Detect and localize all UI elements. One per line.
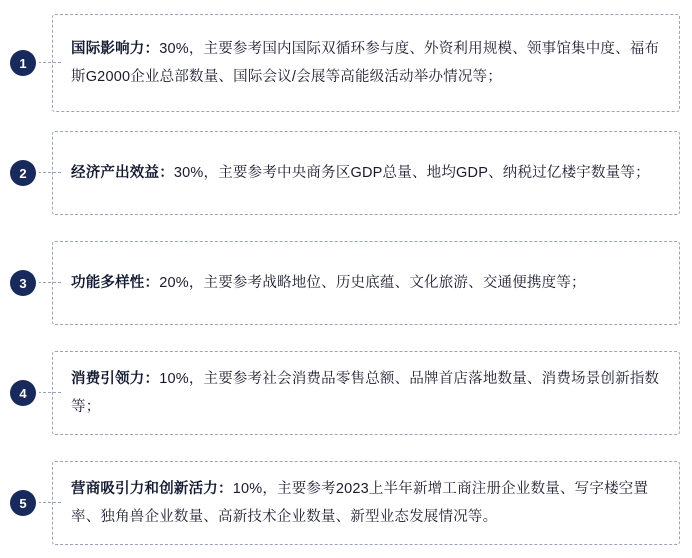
criteria-text-1 bbox=[71, 35, 663, 91]
criteria-card-4 bbox=[52, 351, 680, 435]
criteria-text-5 bbox=[71, 475, 663, 531]
criteria-body-5: 10%，主要参考2023上半年新增工商注册企业数量、写字楼空置率、独角兽企业数量、高新技术企业数量、新型业态发展情况等。 bbox=[71, 481, 649, 525]
step-badge-5: 5 bbox=[10, 490, 36, 516]
badge-column-2 bbox=[0, 160, 46, 186]
badge-column-1 bbox=[0, 50, 46, 76]
criteria-card-5 bbox=[52, 461, 680, 545]
criteria-text-4 bbox=[71, 365, 663, 421]
criteria-text-2 bbox=[71, 159, 650, 187]
criteria-card-3 bbox=[52, 241, 680, 325]
badge-column-3 bbox=[0, 270, 46, 296]
criteria-body-2: 30%，主要参考中央商务区GDP总量、地均GDP、纳税过亿楼宇数量等； bbox=[173, 165, 650, 181]
criteria-title-3: 功能多样性： bbox=[71, 275, 160, 291]
badge-column-4 bbox=[0, 380, 46, 406]
badge-column-5 bbox=[0, 490, 46, 516]
criteria-text-3 bbox=[71, 269, 586, 297]
step-badge-3: 3 bbox=[10, 270, 36, 296]
criteria-body-4: 10%，主要参考社会消费品零售总额、品牌首店落地数量、消费场景创新指数等； bbox=[71, 371, 660, 415]
criteria-body-3: 20%，主要参考战略地位、历史底蕴、文化旅游、交通便携度等； bbox=[159, 275, 586, 291]
criteria-title-1: 国际影响力： bbox=[71, 41, 160, 57]
criteria-card-1 bbox=[52, 14, 680, 112]
criteria-row-3 bbox=[0, 228, 680, 338]
criteria-title-2: 经济产出效益： bbox=[71, 165, 174, 181]
criteria-row-5 bbox=[0, 448, 680, 558]
criteria-title-5: 营商吸引力和创新活力： bbox=[71, 481, 233, 497]
criteria-body-1: 30%，主要参考国内国际双循环参与度、外资利用规模、领事馆集中度、福布斯G2000企业总部数量、国际会议/会展等高能级活动举办情况等； bbox=[71, 41, 660, 85]
step-badge-4: 4 bbox=[10, 380, 36, 406]
criteria-row-4 bbox=[0, 338, 680, 448]
step-badge-1: 1 bbox=[10, 50, 36, 76]
criteria-row-1 bbox=[0, 8, 680, 118]
step-badge-2: 2 bbox=[10, 160, 36, 186]
criteria-title-4: 消费引领力： bbox=[71, 371, 160, 387]
criteria-card-2 bbox=[52, 131, 680, 215]
criteria-row-2 bbox=[0, 118, 680, 228]
